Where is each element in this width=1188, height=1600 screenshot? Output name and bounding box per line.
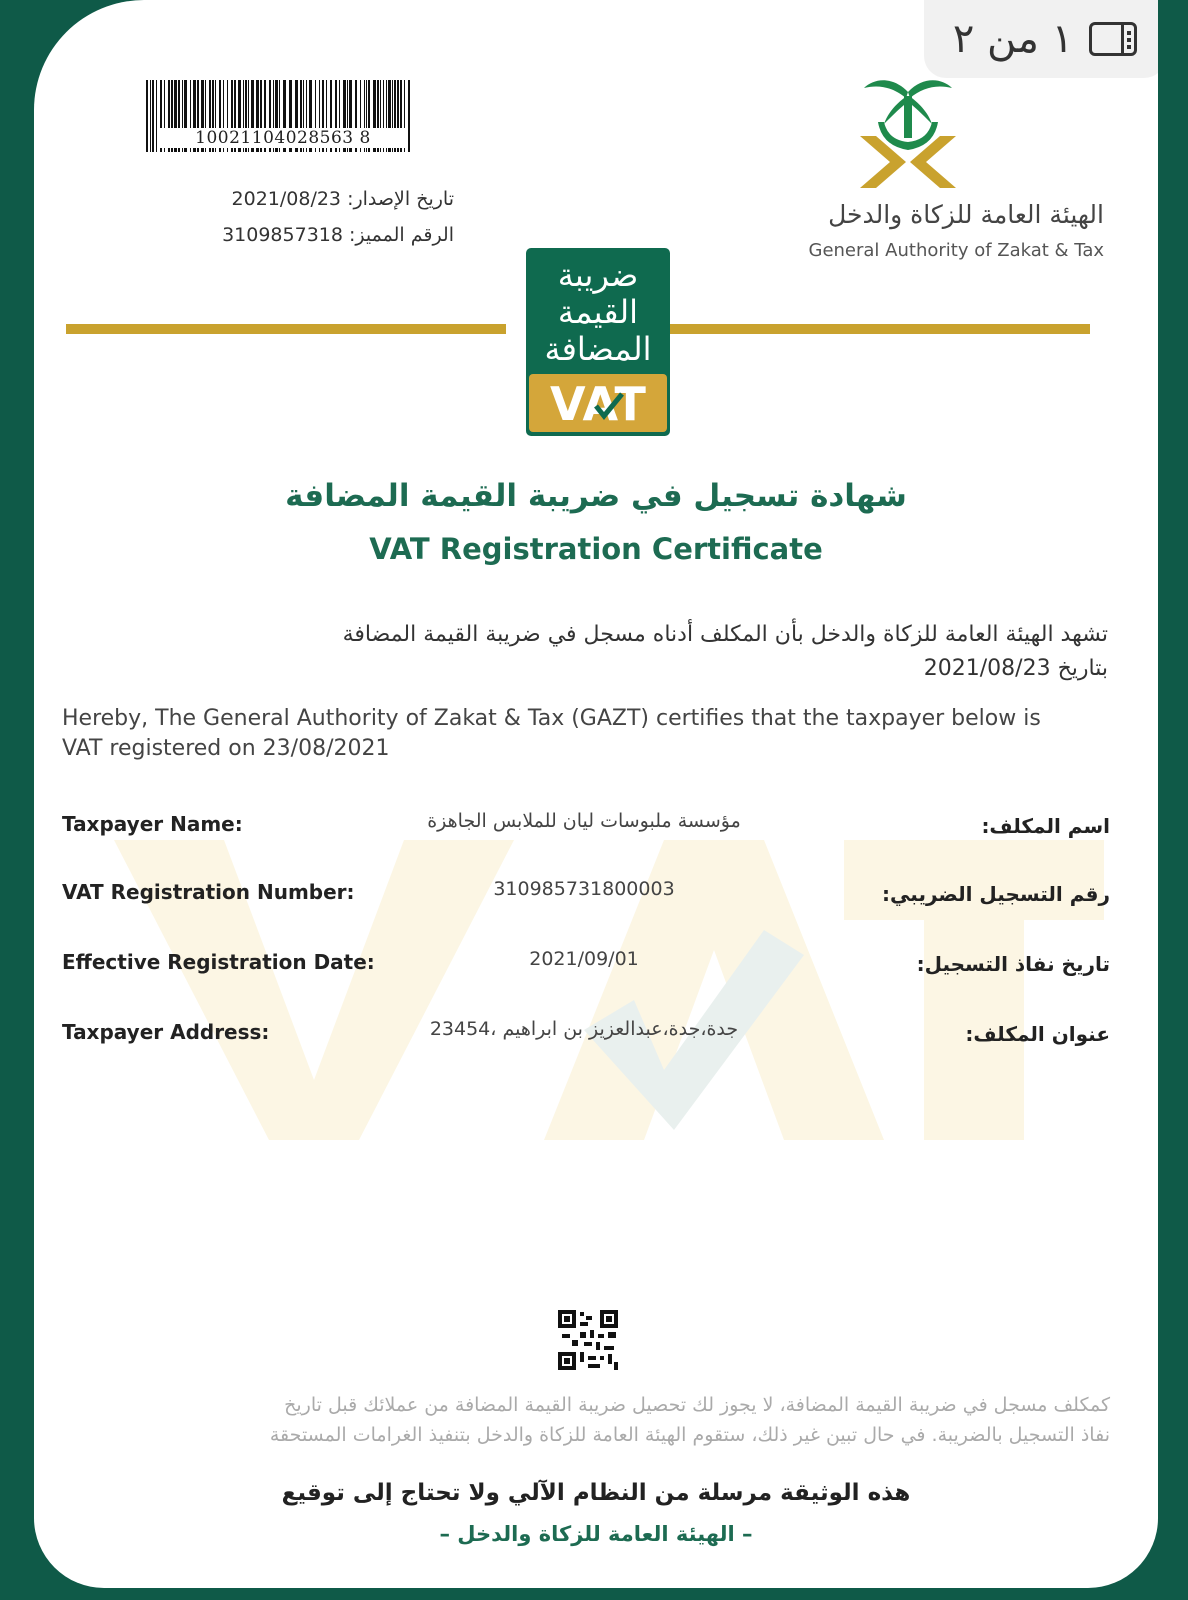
authority-logo [858, 72, 958, 190]
effective-date-label-ar: تاريخ نفاذ التسجيل: [916, 952, 1110, 976]
unique-number-row [154, 224, 454, 246]
address-label-ar: عنوان المكلف: [965, 1022, 1110, 1046]
authority-name-ar: الهيئة العامة للزكاة والدخل [828, 200, 1104, 229]
issue-date-row [154, 188, 454, 210]
certification-en-line-2: VAT registered on 23/08/2021 [62, 736, 390, 761]
page-indicator[interactable] [924, 0, 1158, 78]
address-label-en: Taxpayer Address: [62, 1020, 270, 1044]
issue-date-label: تاريخ الإصدار: [347, 188, 454, 210]
qr-code [558, 1310, 618, 1370]
certification-en-line-1: Hereby, The General Authority of Zakat & Tax (GAZT) certifies that the taxpayer below is [62, 706, 1041, 731]
effective-date-label-en: Effective Registration Date: [62, 950, 375, 974]
certification-ar-line-2: بتاريخ 2021/08/23 [923, 656, 1108, 681]
taxpayer-name-value: مؤسسة ملبوسات ليان للملابس الجاهزة [427, 810, 741, 832]
note-line-1: كمكلف مسجل في ضريبة القيمة المضافة، لا يجوز لك تحصيل ضريبة القيمة المضافة من عملائك قبل تاريخ [284, 1394, 1110, 1416]
certification-ar [154, 618, 1108, 686]
divider-left [66, 324, 506, 334]
address-value: جدة،جدة،عبدالعزيز بن ابراهيم ،23454 [429, 1018, 739, 1040]
unique-number: 3109857318 [222, 224, 343, 246]
vat-number-label-en: VAT Registration Number: [62, 880, 355, 904]
divider-right [668, 324, 1090, 334]
title-en: VAT Registration Certificate [369, 532, 823, 566]
badge-vat-text: VAT [550, 377, 646, 431]
page-indicator-text: ١ من ٢ [952, 16, 1074, 62]
taxpayer-name-label-en: Taxpayer Name: [62, 812, 243, 836]
registration-note [64, 1390, 1110, 1450]
certification-ar-line-1: تشهد الهيئة العامة للزكاة والدخل بأن المكلف أدناه مسجل في ضريبة القيمة المضافة [342, 622, 1108, 647]
effective-date-value: 2021/09/01 [529, 948, 639, 970]
vat-number-value: 310985731800003 [493, 878, 675, 900]
authority-name-en: General Authority of Zakat & Tax [808, 240, 1104, 261]
badge-line-3: المضافة [544, 330, 652, 368]
certificate-page [34, 0, 1158, 1588]
issue-date: 2021/08/23 [231, 188, 342, 210]
barcode-number: 10021104028563 8 [160, 128, 406, 148]
system-generated-note: هذه الوثيقة مرسلة من النظام الآلي ولا تحتاج إلى توقيع [281, 1480, 911, 1506]
badge-line-2: القيمة [557, 293, 639, 331]
unique-number-label: الرقم المميز: [349, 224, 454, 246]
note-line-2: نفاذ التسجيل بالضريبة. في حال تبين غير ذلك، ستقوم الهيئة العامة للزكاة والدخل بتنفيذ الغرامات المستحقة [269, 1424, 1110, 1446]
taxpayer-name-label-ar: اسم المكلف: [981, 814, 1110, 838]
vat-number-label-ar: رقم التسجيل الضريبي: [882, 882, 1110, 906]
certification-en [62, 704, 1122, 764]
badge-line-1: ضريبة [557, 256, 639, 294]
title-ar: شهادة تسجيل في ضريبة القيمة المضافة [285, 478, 907, 514]
authority-signature: – الهيئة العامة للزكاة والدخل – [439, 1522, 753, 1546]
vat-badge [526, 248, 670, 436]
page-view-icon [1089, 22, 1137, 56]
